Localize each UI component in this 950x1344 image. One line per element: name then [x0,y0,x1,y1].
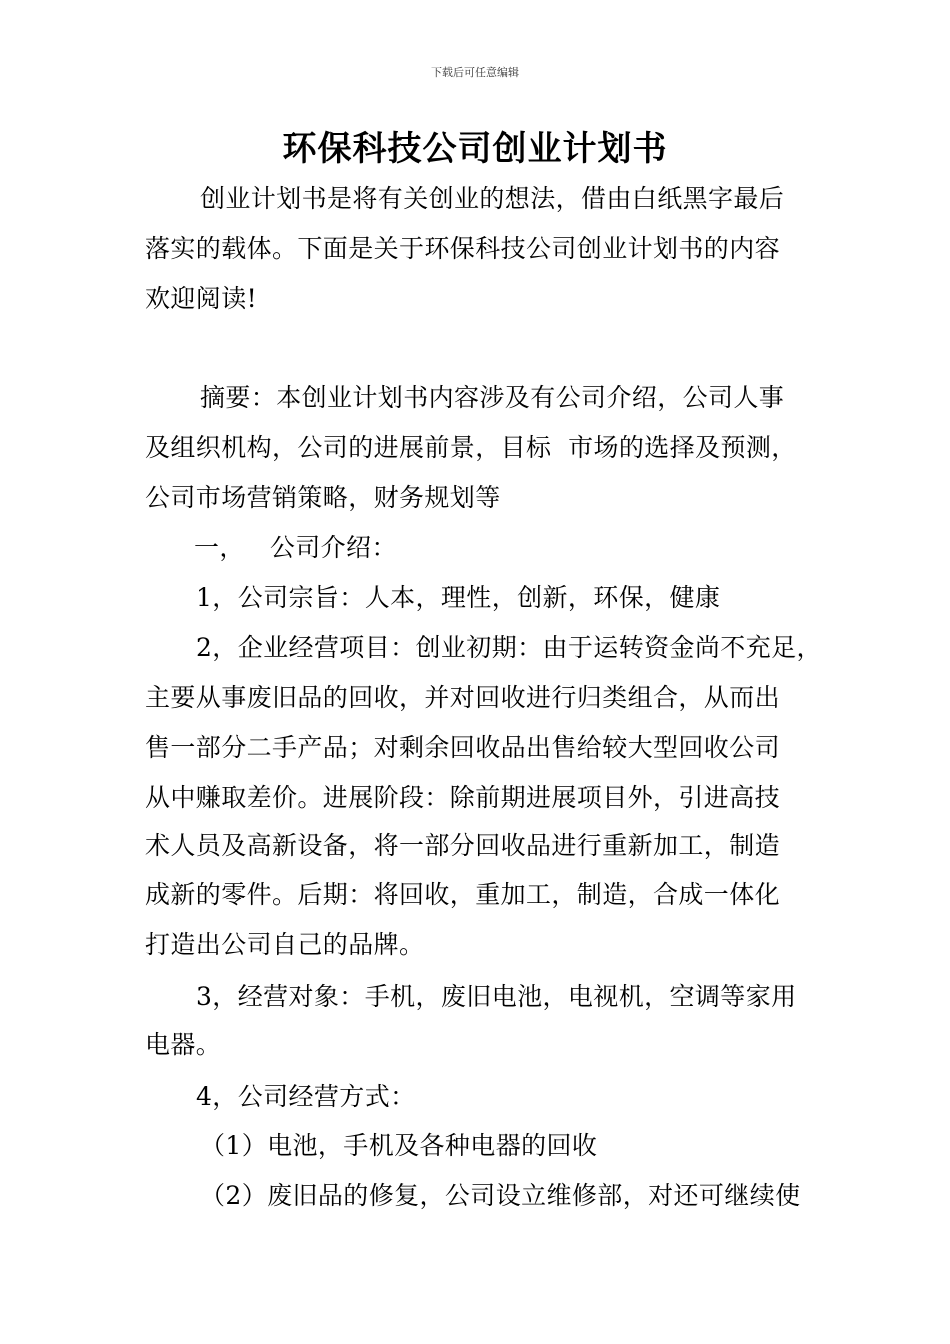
list-item: 2，企业经营项目：创业初期：由于运转资金尚不充足， [196,633,822,662]
document-title: 环保科技公司创业计划书 [282,129,668,169]
list-item: 3，经营对象：手机，废旧电池，电视机，空调等家用 [196,982,797,1011]
list-item: 4，公司经营方式： [196,1082,416,1111]
paragraph-line: 从中赚取差价。进展阶段：除前期进展项目外，引进高技 [145,783,781,812]
paragraph-line: 创业计划书是将有关创业的想法，借由白纸黑字最后 [200,184,785,213]
page-header-note: 下载后可任意编辑 [431,66,519,79]
paragraph-line: 售一部分二手产品；对剩余回收品出售给较大型回收公司 [145,733,781,762]
paragraph-line: 电器。 [145,1030,222,1059]
paragraph-line: 成新的零件。后期：将回收，重加工，制造，合成一体化 [145,880,781,909]
paragraph-line: 欢迎阅读! [145,284,258,313]
paragraph-line: 公司市场营销策略，财务规划等 [145,483,501,512]
list-item: 1，公司宗旨：人本，理性，创新，环保，健康 [196,583,721,612]
paragraph-line: 打造出公司自己的品牌。 [145,930,425,959]
sub-list-item: （1）电池，手机及各种电器的回收 [200,1131,598,1160]
paragraph-line: 落实的载体。下面是关于环保科技公司创业计划书的内容 [145,234,781,263]
paragraph-line: 主要从事废旧品的回收，并对回收进行归类组合，从而出 [145,683,781,712]
paragraph-line: 及组织机构，公司的进展前景，目标 市场的选择及预测， [145,433,797,462]
sub-list-item: （2）废旧品的修复，公司设立维修部，对还可继续使 [200,1181,801,1210]
section-heading: 一， 公司介绍： [194,533,397,562]
paragraph-line: 术人员及高新设备，将一部分回收品进行重新加工，制造 [145,831,781,860]
paragraph-line: 摘要：本创业计划书内容涉及有公司介绍，公司人事 [200,383,785,412]
